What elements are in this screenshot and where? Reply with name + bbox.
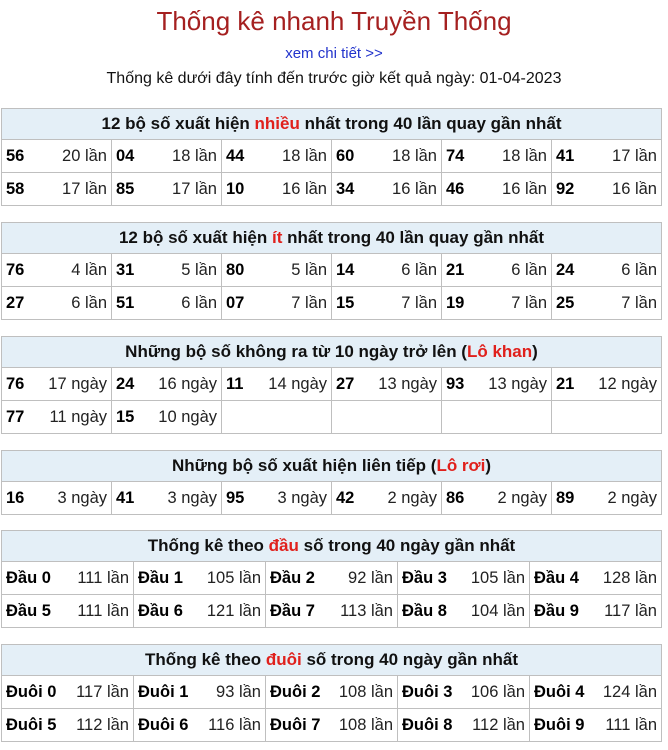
section-title-red: Lô rơi	[436, 456, 486, 475]
stat-cell	[222, 140, 332, 173]
stat-number: 10	[226, 179, 245, 198]
stat-number: 86	[446, 488, 465, 507]
stat-number: 14	[336, 260, 355, 279]
stat-cell	[442, 140, 552, 173]
stat-count: 6 lần	[401, 260, 437, 279]
section-title-before: Những bộ số không ra từ 10 ngày trở lên (	[125, 342, 467, 361]
stat-number: 41	[556, 146, 575, 165]
stat-number: Đuôi 8	[402, 715, 453, 734]
stat-number: 42	[336, 488, 355, 507]
section-title-before: Thống kê theo	[144, 650, 266, 669]
stat-count: 117 lần	[76, 682, 129, 701]
stat-number: 11	[226, 374, 244, 393]
lo-roi-section	[1, 450, 662, 515]
stat-count: 6 lần	[71, 293, 107, 312]
stat-count: 3 ngày	[277, 488, 327, 507]
stat-cell	[112, 173, 222, 206]
least-frequent-section	[1, 222, 662, 320]
stat-number: 95	[226, 488, 245, 507]
stat-number: 60	[336, 146, 355, 165]
stat-cell	[552, 401, 662, 434]
section-title-after: )	[485, 456, 492, 475]
stat-count: 105 lần	[470, 568, 525, 587]
stat-count: 14 ngày	[268, 374, 327, 393]
table-row	[2, 562, 662, 595]
stat-cell	[134, 676, 266, 709]
stat-cell	[222, 254, 332, 287]
lo-khan-title	[2, 337, 662, 368]
stat-cell	[112, 140, 222, 173]
stat-number: 80	[226, 260, 245, 279]
stat-cell	[112, 254, 222, 287]
table-row	[2, 482, 662, 515]
stat-count: 3 ngày	[167, 488, 217, 507]
section-title-after: nhất trong 40 lần quay gần nhất	[282, 228, 545, 247]
stat-cell	[398, 595, 530, 628]
stat-number: 21	[446, 260, 465, 279]
stat-number: Đuôi 5	[6, 715, 57, 734]
section-title-after: số trong 40 ngày gần nhất	[298, 536, 516, 555]
stat-cell	[332, 401, 442, 434]
table-row	[2, 676, 662, 709]
stat-count: 16 ngày	[158, 374, 217, 393]
stat-count: 6 lần	[621, 260, 657, 279]
stat-number: 25	[556, 293, 575, 312]
stat-cell	[2, 676, 134, 709]
dau-stats-section	[1, 530, 662, 628]
page-title: Thống kê nhanh Truyền Thống	[156, 6, 512, 36]
stat-cell	[2, 173, 112, 206]
stat-cell	[398, 676, 530, 709]
stat-number: Đuôi 9	[534, 715, 585, 734]
stat-number: 93	[446, 374, 465, 393]
stat-number: 21	[556, 374, 575, 393]
lo-roi-title	[2, 451, 662, 482]
section-title-red: ít	[272, 228, 283, 247]
stat-number: 15	[336, 293, 355, 312]
stat-count: 16 lần	[612, 179, 657, 198]
stat-cell	[2, 287, 112, 320]
stat-count: 92 lần	[348, 568, 393, 587]
stat-number: 41	[116, 488, 135, 507]
stat-cell	[266, 562, 398, 595]
stat-count: 106 lần	[470, 682, 525, 701]
stat-count: 4 lần	[71, 260, 107, 279]
stat-cell	[332, 140, 442, 173]
section-title-before: 12 bộ số xuất hiện	[118, 228, 272, 247]
stat-count: 113 lần	[340, 601, 393, 620]
stat-count: 108 lần	[338, 682, 393, 701]
stat-count: 10 ngày	[158, 407, 217, 426]
stat-cell	[442, 254, 552, 287]
table-row	[2, 140, 662, 173]
stat-count: 104 lần	[470, 601, 525, 620]
stat-number: 15	[116, 407, 135, 426]
stat-cell	[222, 287, 332, 320]
table-row	[2, 173, 662, 206]
stat-number: Đầu 1	[138, 568, 183, 587]
table-row	[2, 368, 662, 401]
stat-count: 111 lần	[77, 601, 129, 620]
section-title-before: Thống kê theo	[147, 536, 269, 555]
stat-cell	[530, 709, 662, 742]
stat-number: Đuôi 6	[138, 715, 189, 734]
section-title-red: đuôi	[265, 650, 302, 669]
stat-cell	[2, 709, 134, 742]
stat-number: 85	[116, 179, 135, 198]
stat-cell	[112, 482, 222, 515]
stat-cell	[134, 562, 266, 595]
most-frequent-title	[2, 109, 662, 140]
most-frequent-section	[1, 108, 662, 206]
table-row	[2, 287, 662, 320]
stat-cell	[112, 287, 222, 320]
stat-count: 3 ngày	[57, 488, 107, 507]
stat-count: 18 lần	[392, 146, 437, 165]
stat-count: 2 ngày	[497, 488, 547, 507]
stat-count: 7 lần	[291, 293, 327, 312]
stat-number: 46	[446, 179, 465, 198]
stat-cell	[222, 173, 332, 206]
stat-cell	[2, 140, 112, 173]
stat-cell	[134, 595, 266, 628]
stat-cell	[2, 482, 112, 515]
stat-number: 04	[116, 146, 135, 165]
stat-count: 108 lần	[338, 715, 393, 734]
stat-count: 17 ngày	[48, 374, 107, 393]
stat-count: 11 ngày	[49, 407, 107, 426]
stat-cell	[398, 709, 530, 742]
section-title-red: Lô khan	[466, 342, 533, 361]
stat-count: 13 ngày	[378, 374, 437, 393]
stat-count: 2 ngày	[607, 488, 657, 507]
stat-cell	[442, 482, 552, 515]
stat-count: 5 lần	[291, 260, 327, 279]
stat-cell	[2, 562, 134, 595]
stat-number: Đầu 3	[402, 568, 447, 587]
stat-cell	[530, 562, 662, 595]
stat-cell	[552, 482, 662, 515]
stat-number: Đầu 4	[534, 568, 579, 587]
stat-number: Đuôi 3	[402, 682, 453, 701]
stat-count: 18 lần	[282, 146, 327, 165]
table-row	[2, 709, 662, 742]
stat-count: 13 ngày	[488, 374, 547, 393]
stat-count: 5 lần	[181, 260, 217, 279]
stat-count: 117 lần	[604, 601, 657, 620]
stat-count: 6 lần	[181, 293, 217, 312]
stat-number: 16	[6, 488, 25, 507]
section-title-red: nhiều	[254, 114, 300, 133]
stat-count: 7 lần	[401, 293, 437, 312]
stat-cell	[552, 173, 662, 206]
stat-count: 16 lần	[392, 179, 437, 198]
page-subtitle: Thống kê dưới đây tính đến trước giờ kết quả ngày: 01-04-2023	[106, 70, 562, 87]
stat-cell	[112, 368, 222, 401]
stat-cell	[332, 368, 442, 401]
stat-number: 24	[556, 260, 575, 279]
stat-cell	[266, 676, 398, 709]
stat-cell	[552, 368, 662, 401]
stat-cell	[222, 368, 332, 401]
stat-number: 27	[6, 293, 25, 312]
stat-count: 18 lần	[172, 146, 217, 165]
stat-count: 7 lần	[621, 293, 657, 312]
stat-number: 34	[336, 179, 355, 198]
stat-number: Đầu 5	[6, 601, 51, 620]
stat-cell	[2, 254, 112, 287]
stat-cell	[332, 173, 442, 206]
stat-cell	[442, 368, 552, 401]
lo-khan-section	[1, 336, 662, 434]
stat-number: Đuôi 7	[270, 715, 321, 734]
stat-number: 76	[6, 260, 25, 279]
stat-number: Đuôi 0	[6, 682, 57, 701]
stat-number: 51	[116, 293, 135, 312]
duoi-stats-title	[2, 645, 662, 676]
section-title-before: 12 bộ số xuất hiện	[101, 114, 255, 133]
stat-count: 124 lần	[602, 682, 657, 701]
stat-cell	[112, 401, 222, 434]
stat-count: 17 lần	[62, 179, 107, 198]
stat-count: 112 lần	[472, 715, 525, 734]
stat-count: 105 lần	[206, 568, 261, 587]
stat-count: 128 lần	[602, 568, 657, 587]
stat-cell	[442, 287, 552, 320]
stat-number: Đầu 9	[534, 601, 579, 620]
stat-cell	[266, 709, 398, 742]
stat-number: 31	[116, 260, 135, 279]
stat-count: 16 lần	[502, 179, 547, 198]
stat-count: 2 ngày	[387, 488, 437, 507]
stat-cell	[332, 287, 442, 320]
stat-cell	[398, 562, 530, 595]
stat-cell	[2, 401, 112, 434]
stat-cell	[2, 595, 134, 628]
stat-count: 18 lần	[502, 146, 547, 165]
stat-number: 58	[6, 179, 25, 198]
stat-number: 27	[336, 374, 355, 393]
stat-count: 16 lần	[282, 179, 327, 198]
stat-cell	[332, 254, 442, 287]
duoi-stats-section	[1, 644, 662, 742]
stat-number: 44	[226, 146, 245, 165]
stat-cell	[442, 401, 552, 434]
stat-cell	[552, 287, 662, 320]
stat-number: 07	[226, 293, 245, 312]
stat-count: 6 lần	[511, 260, 547, 279]
stat-number: 76	[6, 374, 25, 393]
least-frequent-title	[2, 223, 662, 254]
stat-number: 56	[6, 146, 25, 165]
stat-cell	[530, 676, 662, 709]
stat-number: 92	[556, 179, 575, 198]
stat-number: 89	[556, 488, 575, 507]
stat-count: 20 lần	[62, 146, 107, 165]
dau-stats-title	[2, 531, 662, 562]
stat-number: 19	[446, 293, 465, 312]
section-title-after: )	[532, 342, 538, 361]
stat-number: Đầu 8	[402, 601, 447, 620]
stat-count: 17 lần	[172, 179, 217, 198]
stat-cell	[332, 482, 442, 515]
stat-count: 17 lần	[612, 146, 657, 165]
stat-number: Đuôi 2	[270, 682, 321, 701]
stat-count: 111 lần	[605, 715, 657, 734]
stat-number: 74	[446, 146, 465, 165]
detail-link[interactable]: xem chi tiết >>	[285, 45, 383, 62]
stat-count: 112 lần	[76, 715, 129, 734]
stat-number: 77	[6, 407, 25, 426]
stat-cell	[552, 140, 662, 173]
stat-count: 93 lần	[216, 682, 261, 701]
stat-cell	[442, 173, 552, 206]
section-title-before: Những bộ số xuất hiện liên tiếp (	[171, 456, 437, 475]
stat-number: Đầu 7	[270, 601, 315, 620]
section-title-red: đầu	[268, 536, 299, 555]
stat-cell	[552, 254, 662, 287]
stat-cell	[222, 482, 332, 515]
table-row	[2, 254, 662, 287]
stat-number: Đầu 0	[6, 568, 51, 587]
stat-count: 12 ngày	[598, 374, 657, 393]
stat-number: Đuôi 1	[138, 682, 189, 701]
stat-cell	[530, 595, 662, 628]
stat-cell	[266, 595, 398, 628]
stat-cell	[222, 401, 332, 434]
stat-number: Đuôi 4	[534, 682, 585, 701]
table-row	[2, 401, 662, 434]
stat-count: 7 lần	[511, 293, 547, 312]
stat-number: 24	[116, 374, 135, 393]
table-row	[2, 595, 662, 628]
section-title-after: số trong 40 ngày gần nhất	[301, 650, 519, 669]
stat-count: 116 lần	[208, 715, 261, 734]
stat-number: Đầu 6	[138, 601, 183, 620]
section-title-after: nhất trong 40 lần quay gần nhất	[299, 114, 562, 133]
stat-cell	[134, 709, 266, 742]
stat-count: 121 lần	[206, 601, 261, 620]
stat-count: 111 lần	[77, 568, 129, 587]
stat-number: Đầu 2	[270, 568, 315, 587]
stat-cell	[2, 368, 112, 401]
